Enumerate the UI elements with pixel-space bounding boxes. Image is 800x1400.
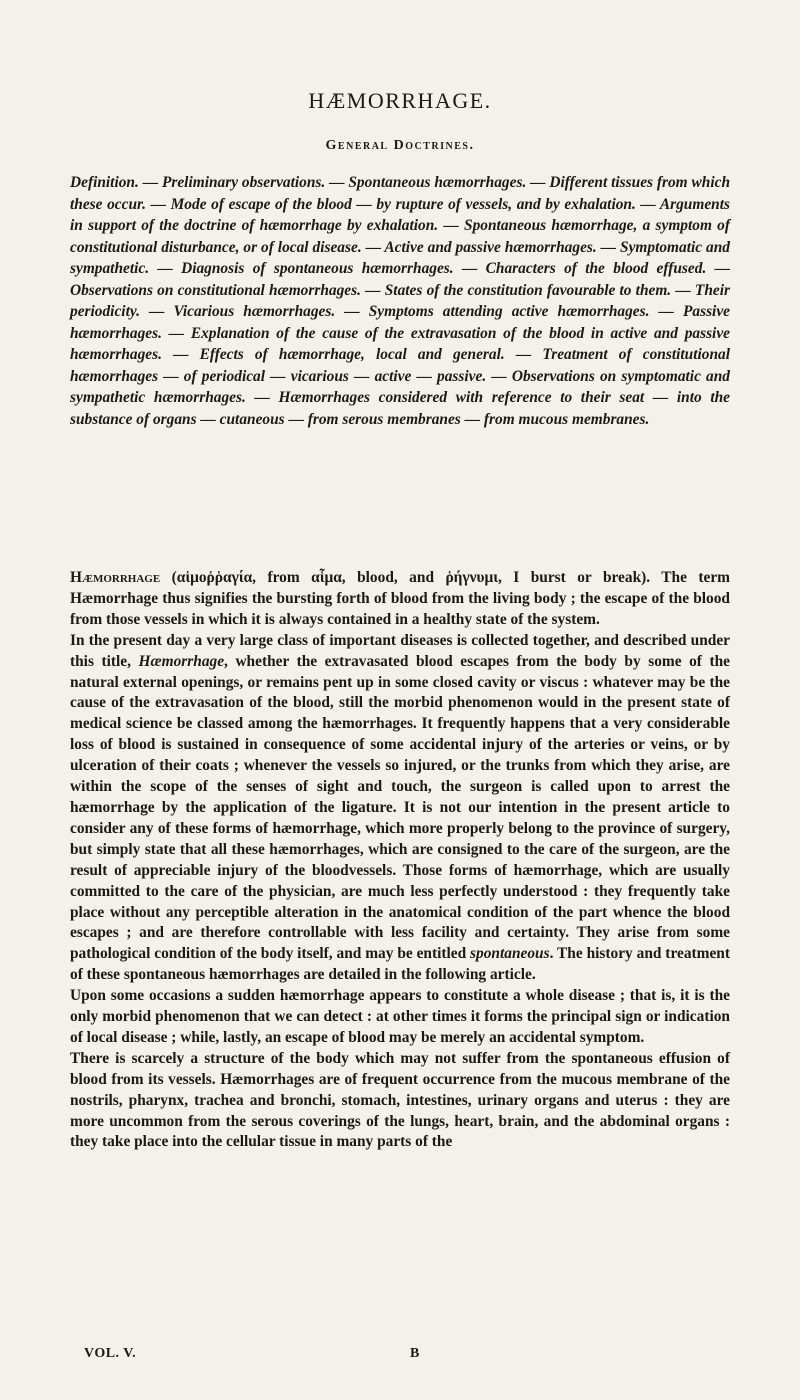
emphasis-spontaneous: spontaneous <box>470 945 550 963</box>
article-title: HÆMORRHAGE. <box>308 88 492 113</box>
paragraph-2-text-b: , whether the extravasated blood escapes from the body by some of the natural external openings, or remains pent up in some closed cavity or viscus : whatever may be the cause of the extravasation of the blood, still the morbid phenomenon would in the present state of medical science be classed among the hæmorrhages. It frequently happens that a very considerable loss of blood is sustained in consequence of some accidental injury of the arteries or veins, or by ulceration of their coats ; whenever the vessels so injured, or the trunks from which they arise, are within the scope of the senses of sight and touch, the surgeon is called upon to arrest the hæmorrhage by the application of the ligature. It is not our intention in the present article to consider any of these forms of hæmorrhage, which more properly belong to the province of surgery, but simply state that all these hæmorrhages, which are consigned to the care of the surgeon, are the result of appreciable injury of the bloodvessels. Those forms of hæmorrhage, which are usually committed to the care of the physician, are much less perfectly understood : they frequently take place without any perceptible alteration in the anatomical condition of the part whence the blood escapes ; and are therefore controllable with less facility and certainty. They arise from some pathological condition of the body itself, and may be entitled <box>70 652 730 963</box>
paragraph-2-text-a: In the present day a very large class of important diseases is collected together, and described under this title, <box>70 631 730 670</box>
lead-word: Hæmorrhage <box>70 569 161 586</box>
paragraph-2-text-c: . The history and treatment of these spontaneous hæmorrhages are detailed in the following article. <box>70 945 730 984</box>
page-footer <box>70 1346 730 1368</box>
body-paragraph-3: Upon some occasions a sudden hæmorrhage appears to constitute a whole disease ; that is, it is the only morbid phenomenon that we can detect : at other times it forms the principal sign or indication of local disease ; while, lastly, an escape of blood may be merely an accidental symptom. <box>70 987 730 1046</box>
chapter-synopsis: Definition. — Preliminary observations. — Spontaneous hæmorrhages. — Different tissues from which these occur. — Mode of escape of the blood — by rupture of vessels, and by exhalation. — Arguments in support of the doctrine of hæmorrhage by exhalation. — Spontaneous hæmorrhage, a symptom of constitutional disturbance, or of local disease. — Active and passive hæmorrhages. — Symptomatic and sympathetic. — Diagnosis of spontaneous hæmorrhages. — Characters of the blood effused. — Observations on constitutional hæmorrhages. — States of the constitution favourable to them. — Their periodicity. — Vicarious hæmorrhages. — Symptoms attending active hæmorrhages. — Passive hæmorrhages. — Explanation of the cause of the extravasation of the blood in active and passive hæmorrhages. — Effects of hæmorrhage, local and general. — Treatment of constitutional hæmorrhages — of periodical — vicarious — active — passive. — Observations on symptomatic and sympathetic hæmorrhages. — Hæmorrhages considered with reference to their seat — into the substance of organs — cutaneous — from serous membranes — from mucous membranes. <box>70 174 730 428</box>
section-subtitle: General Doctrines. <box>325 138 475 153</box>
body-paragraph-2 <box>70 631 730 986</box>
body-paragraph-1 <box>70 568 730 631</box>
body-paragraph-4: There is scarcely a structure of the body which may not suffer from the spontaneous effusion of blood from its vessels. Hæmorrhages are of frequent occurrence from the mucous membrane of the nostrils, pharynx, trachea and bronchi, stomach, intestines, urinary organs and uterus : they are more uncommon from the serous coverings of the lungs, heart, brain, and the abdominal organs : they take place into the cellular tissue in many parts of the <box>70 1049 730 1151</box>
article-body <box>70 568 730 1153</box>
signature-mark: B <box>410 1346 420 1361</box>
paragraph-1-text: (αἱμοῤῥαγία, from αἷμα, blood, and ῥήγνυμι, I burst or break). The term Hæmorrhage thus signifies the bursting forth of blood from the living body ; the escape of the blood from those vessels in which it is always contained in a healthy state of the system. <box>70 569 730 628</box>
emphasis-haemorrhage: Hæmorrhage <box>138 652 225 670</box>
volume-label: VOL. V. <box>84 1346 137 1361</box>
document-page <box>70 0 730 1400</box>
